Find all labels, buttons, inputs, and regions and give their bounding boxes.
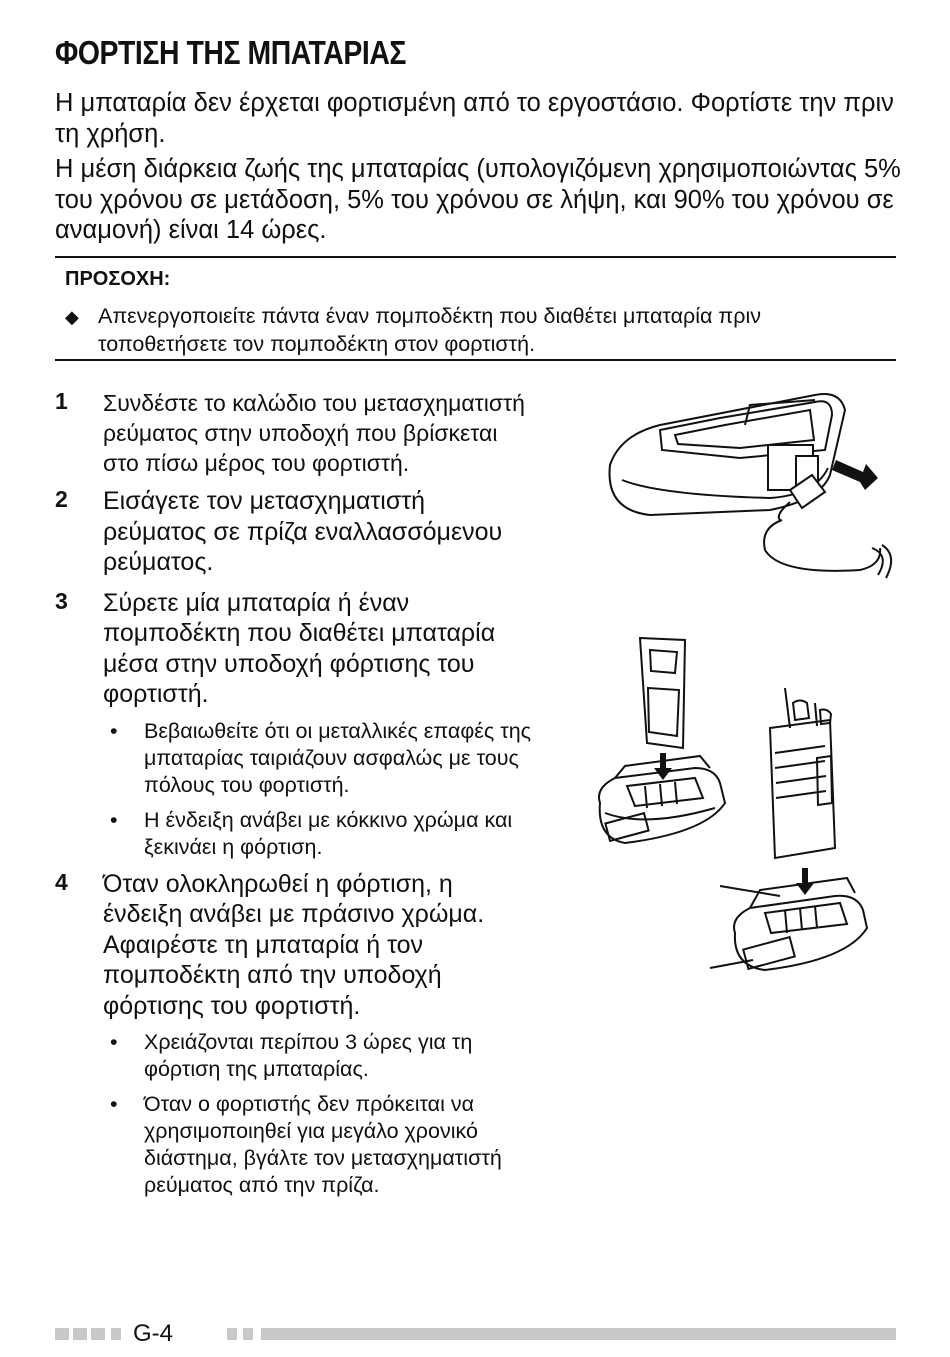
battery-transceiver-charging-illustration [585,628,885,978]
step-text: Εισάγετε τον μετασχηματιστή ρεύματος σε πρίζα εναλλασσόμενου ρεύματος. [103,487,503,576]
step-2 [55,486,535,578]
step-4 [55,869,535,1200]
caution-box [55,256,896,361]
bullet-icon: • [110,1030,118,1054]
page-number: G-4 [133,1320,174,1347]
footer-square [227,1328,237,1340]
step-3 [55,588,535,861]
note-text: Βεβαιωθείτε ότι οι μεταλλικές επαφές της μπαταρίας ταιριάζουν ασφαλώς με τους πόλους του φορτιστή. [144,718,532,797]
intro-paragraph-1: Η μπαταρία δεν έρχεται φορτισμένη από το εργοστάσιο. Φορτίστε την πριν τη χρήση. [55,89,894,148]
caution-item [65,302,890,358]
intro-text [55,88,905,251]
page-title: ΦΟΡΤΙΣΗ ΤΗΣ ΜΠΑΤΑΡΙΑΣ [55,34,406,71]
footer-square [91,1328,105,1340]
charger-cable-illustration [600,380,900,595]
note-text: Χρειάζονται περίπου 3 ώρες για τη φόρτιση της μπαταρίας. [144,1030,473,1081]
footer-square [55,1328,69,1340]
list-item [103,1029,535,1083]
step-3-notes [103,718,535,861]
bullet-icon: • [110,807,118,832]
list-item [103,807,535,861]
step-number: 1 [55,388,68,414]
step-text: Σύρετε μία μπαταρία ή έναν πομποδέκτη που διαθέτει μπαταρία μέσα στην υποδοχή φόρτισης του φορτιστή. [103,588,496,708]
intro-paragraph-2: Η μέση διάρκεια ζωής της μπαταρίας (υπολογιζόμενη χρησιμοποιώντας 5% του χρόνου σε μετάδοση, 5% του χρόνου σε λήψη, και 90% του χρόνου σε αναμονή) είναι 14 ώρες. [55,155,901,244]
footer-square [111,1328,121,1340]
list-item [103,718,535,799]
list-item [103,1091,535,1199]
note-text: Όταν ο φορτιστής δεν πρόκειται να χρησιμοποιηθεί για μεγάλο χρονικό διάστημα, βγάλτε τον μετασχηματιστή ρεύματος από την πρίζα. [144,1092,502,1197]
caution-title: ΠΡΟΣΟΧΗ: [65,268,171,290]
footer-bar [261,1328,896,1340]
step-number: 4 [55,868,68,895]
steps-list [55,388,535,1207]
step-text: Όταν ολοκληρωθεί η φόρτιση, η ένδειξη ανάβει με πράσινο χρώμα. Αφαιρέστε τη μπαταρία ή τον πομποδέκτη από την υποδοχή φόρτισης του φορτιστή. [103,869,485,1020]
note-text: Η ένδειξη ανάβει με κόκκινο χρώμα και ξεκινάει η φόρτιση. [144,807,513,859]
step-4-notes [103,1029,535,1199]
step-1 [55,388,535,478]
footer-square [73,1328,87,1340]
caution-text: Απενεργοποιείτε πάντα έναν πομποδέκτη που διαθέτει μπαταρία πριν τοποθετήσετε τον πομποδέκτη στον φορτιστή. [98,304,762,356]
footer-square [243,1328,253,1340]
step-text: Συνδέστε το καλώδιο του μετασχηματιστή ρεύματος στην υποδοχή που βρίσκεται στο πίσω μέρος του φορτιστή. [103,390,525,476]
step-number: 2 [55,486,68,512]
diamond-bullet-icon: ◆ [65,307,79,327]
bullet-icon: • [110,1092,118,1116]
bullet-icon: • [110,718,118,743]
step-number: 3 [55,587,68,614]
page-footer [55,1320,896,1350]
